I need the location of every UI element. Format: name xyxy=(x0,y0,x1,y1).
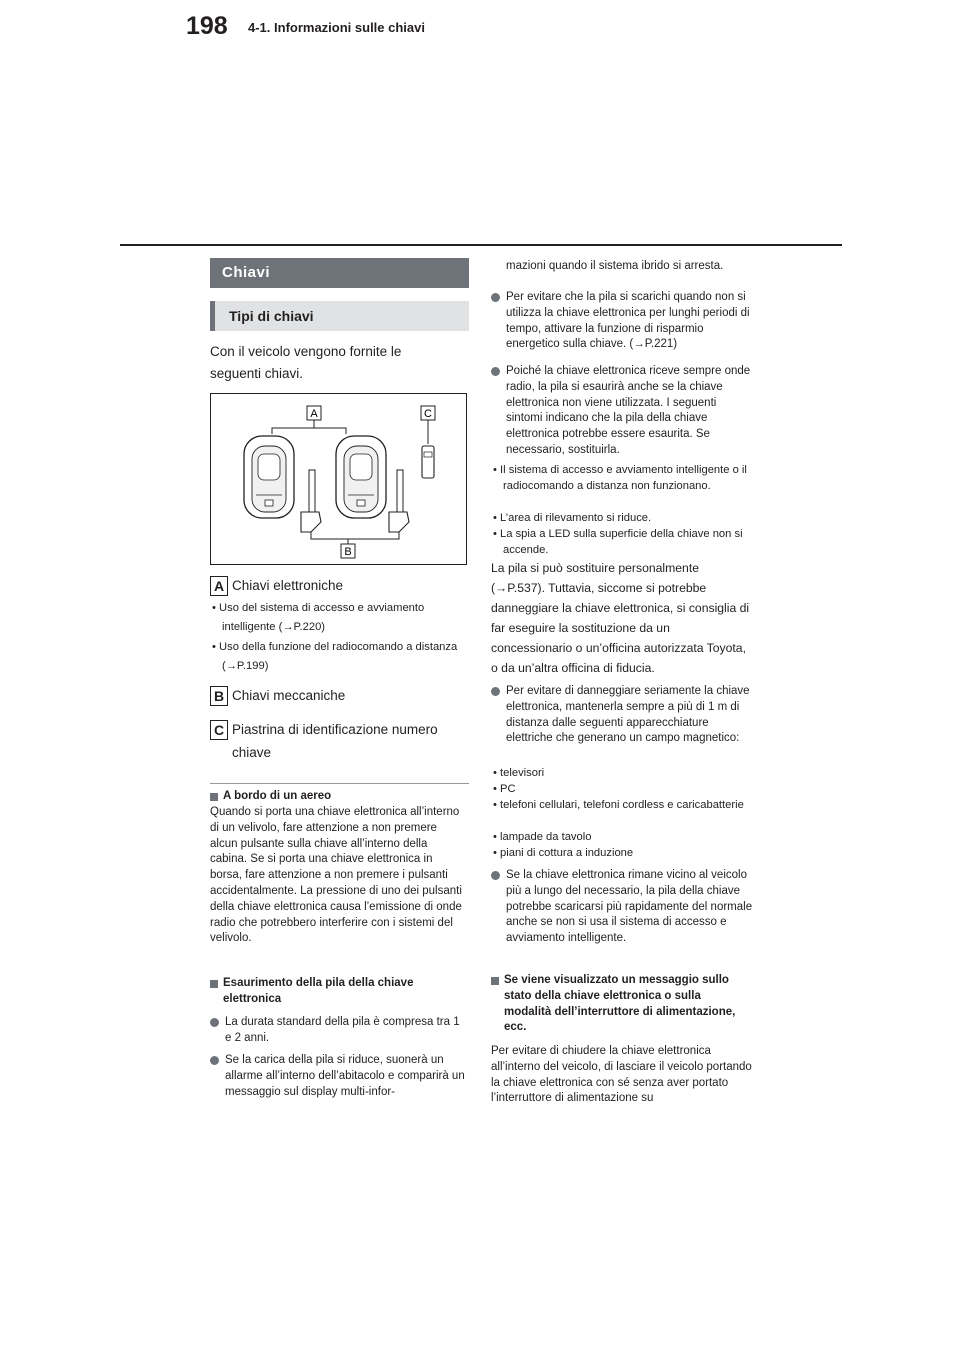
round-bullet-icon xyxy=(491,687,500,696)
aereo-text: Quando si porta una chiave elettronica all’interno di un velivolo, fare attenzione a non premere alcun pulsante sulla chiave all’interno della cabina. Se si porta una chiave elettronica in borsa, fare attenzione a non premere i pulsanti accidentalmente. La pressione di uno dei pulsanti della chiave elettronica causa l’emissione di onde radio che potrebbero interferire con i sistemi del velivolo. xyxy=(210,806,462,945)
heading-sub: Tipi di chiavi xyxy=(210,301,469,331)
p4-list-2: • PC xyxy=(493,783,516,795)
legend-a-text: Chiavi elettroniche xyxy=(232,578,344,593)
legend-c xyxy=(210,718,465,764)
keys-figure xyxy=(210,393,467,565)
pila-point-1: La durata standard della pila è compresa tra 1 e 2 anni. xyxy=(210,1015,468,1047)
sub-bullet-2: • Uso della funzione del radiocomando a distanza (→P.199) xyxy=(212,641,458,672)
p4-list-5: • piani di cottura a induzione xyxy=(493,847,634,859)
p4-list-3: • telefoni cellulari, telefoni cordless e caricabatterie xyxy=(493,799,744,811)
aereo-heading: A bordo di un aereo xyxy=(210,789,470,805)
round-bullet-icon xyxy=(491,293,500,302)
p2-list-2: • L’area di rilevamento si riduce. xyxy=(493,512,652,524)
square-bullet-icon xyxy=(491,977,499,985)
right-point-4: Per evitare di danneggiare seriamente la chiave elettronica, mantenerla sempre a più di 1 m di distanza dalle seguenti apparecchiature elettriche che generano un campo magnetico: xyxy=(491,684,753,747)
electronic-key-1 xyxy=(244,436,294,518)
legend-b-label: B xyxy=(210,686,228,706)
p2-list-1: • Il sistema di accesso e avviamento intelligente o il radiocomando a distanza non funzionano. xyxy=(493,464,747,492)
pila-heading: Esaurimento della pila della chiave elettronica xyxy=(210,976,470,1008)
right-point-2: Poiché la chiave elettronica riceve sempre onde radio, la pila si esaurirà anche se la chiave elettronica non viene utilizzata. I seguenti sintomi indicano che la pila della chiave elettronica potrebbe essere esaurita. Se necessario, sostituirla. xyxy=(491,364,753,459)
round-bullet-icon xyxy=(491,367,500,376)
figure-label-b: B xyxy=(344,546,352,558)
square-bullet-icon xyxy=(210,793,218,801)
keys-illustration xyxy=(211,394,466,564)
mechanical-key-2 xyxy=(389,470,409,532)
p4-list-1: • televisori xyxy=(493,767,545,779)
mechanical-key-1 xyxy=(301,470,321,532)
intro-text: Con il veicolo vengono fornite le seguenti chiavi. xyxy=(210,344,402,381)
heading-main: Chiavi xyxy=(210,258,469,288)
figure-label-c: C xyxy=(424,408,432,420)
msg-heading: Se viene visualizzato un messaggio sullo stato della chiave elettronica o sulla modalità dell’interruttore di alimentazione, ecc. xyxy=(491,973,741,1036)
p4-list-4: • lampade da tavolo xyxy=(493,831,592,843)
legend-b-text: Chiavi meccaniche xyxy=(232,688,346,703)
legend-c-label: C xyxy=(210,720,228,740)
round-bullet-icon xyxy=(210,1018,219,1027)
legend-b xyxy=(210,685,345,707)
key-id-plate xyxy=(422,446,434,478)
right-paragraph-3: La pila si può sostituire personalmente (→P.537). Tuttavia, siccome si potrebbe danneggiare la chiave elettronica, si consiglia di far eseguire la sostituzione da un concessionario o un’officina autorizzata Toyota, o da un’altra officina di fiducia. xyxy=(491,561,750,675)
section-title: 4-1. Informazioni sulle chiavi xyxy=(248,20,425,35)
legend-c-text: Piastrina di identificazione numero chiave xyxy=(232,722,438,760)
msg-text: Per evitare di chiudere la chiave elettronica all’interno del veicolo, di lasciare il veicolo portando la chiave elettronica con sé senza aver portato l’interruttore di alimentazione su xyxy=(491,1045,752,1105)
header-rule xyxy=(120,244,842,246)
page-number: 198 xyxy=(186,12,228,40)
p2-list-3: • La spia a LED sulla superficie della chiave non si accende. xyxy=(493,528,743,556)
pila-point-2: Se la carica della pila si riduce, suonerà un allarme all’interno dell’abitacolo e comparirà un messaggio sul display multi-infor- xyxy=(210,1053,468,1100)
right-point-1: Per evitare che la pila si scarichi quando non si utilizza la chiave elettronica per lunghi periodi di tempo, attivare la funzione di risparmio energetico sulla chiave. (→P.221) xyxy=(491,290,753,353)
sub-bullet-1: • Uso del sistema di accesso e avviamento intelligente (→P.220) xyxy=(212,602,425,633)
divider xyxy=(210,783,469,784)
round-bullet-icon xyxy=(210,1056,219,1065)
round-bullet-icon xyxy=(491,871,500,880)
electronic-key-2 xyxy=(336,436,386,518)
legend-a-label: A xyxy=(210,576,228,596)
legend-a xyxy=(210,575,343,597)
right-point-5: Se la chiave elettronica rimane vicino al veicolo più a lungo del necessario, la pila della chiave potrebbe scaricarsi più rapidamente del normale anche se non si usa il sistema di accesso e avviamento intelligente. xyxy=(491,868,753,947)
square-bullet-icon xyxy=(210,980,218,988)
figure-label-a: A xyxy=(310,408,318,420)
right-continuation: mazioni quando il sistema ibrido si arresta. xyxy=(506,260,724,272)
